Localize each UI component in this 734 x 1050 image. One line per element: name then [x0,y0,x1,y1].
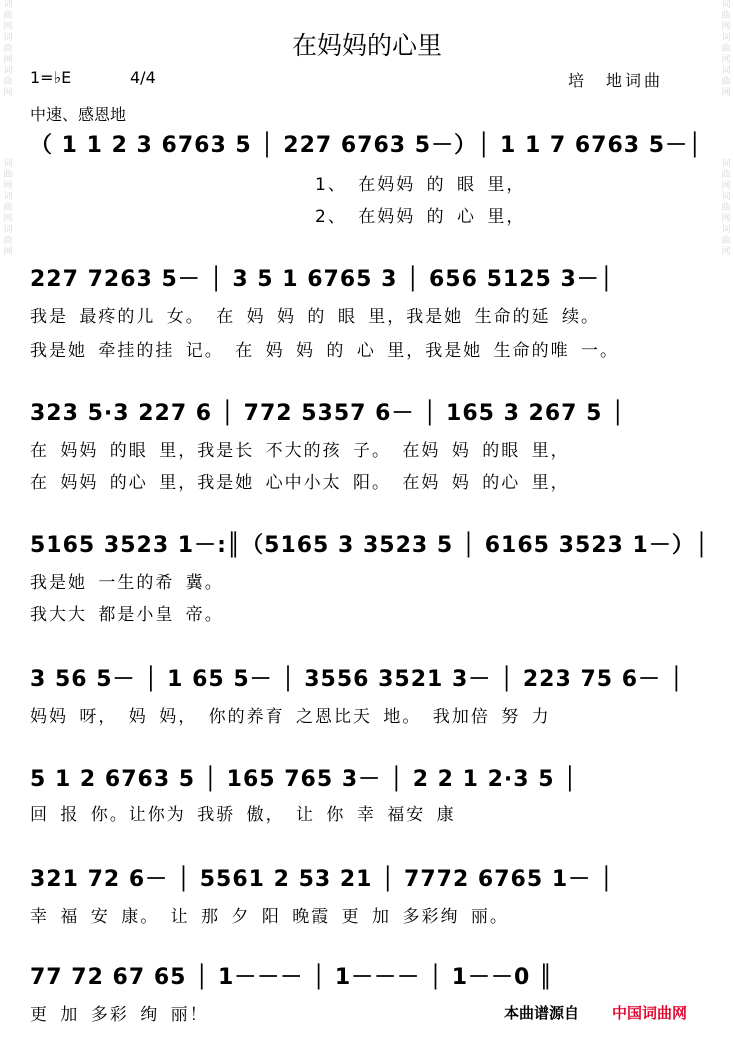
lyric-line-8: 更 加 多彩 绚 丽！ [30,1005,209,1025]
source-site-link[interactable]: 中国词曲网 [612,1004,688,1022]
tempo-marking: 中速、感恩地 [30,105,127,124]
lyric-line-4-verse-1: 我是她 一生的希 冀。 [30,573,224,593]
watermark-right: 词曲网 词曲网 词曲网 词曲网 词曲网 词曲网 [721,0,731,257]
lyric-line-1-verse-1: 1、 在妈妈 的 眼 里， [30,175,526,195]
lyric-line-6: 回 报 你。让你为 我骄 傲， 让 你 幸 福安 康 [30,805,456,825]
lyric-line-3-verse-2: 在 妈妈 的心 里，我是她 心中小太 阳。 在妈 妈 的心 里， [30,473,570,493]
notation-line-4: 5165 3523 1－:║（5165 3 3523 5 │ 6165 3523 1－）│ [30,533,710,558]
notation-line-5: 3 56 5－ │ 1 65 5－ │ 3556 3521 3－ │ 223 75 6－ │ [30,667,684,692]
notation-line-7: 321 72 6－ │ 5561 2 53 21 │ 7772 6765 1－ │ [30,867,615,892]
notation-line-6: 5 1 2 6763 5 │ 165 765 3－ │ 2 2 1 2·3 5 │ [30,767,578,792]
watermark-left: 词曲网 词曲网 词曲网 词曲网 词曲网 词曲网 [3,0,13,257]
credit: 培 地词曲 [568,71,664,90]
notation-line-8: 77 72 67 65 │ 1－－－ │ 1－－－ │ 1－－0 ║ [30,965,554,990]
notation-line-1: （ 1 1 2 3 6763 5 │ 227 6763 5－）│ 1 1 7 6763 5－│ [30,133,703,158]
lyric-line-7: 幸 福 安 康。 让 那 夕 阳 晚霞 更 加 多彩绚 丽。 [30,907,509,927]
song-title: 在妈妈的心里 [291,31,442,60]
lyric-line-4-verse-2: 我大大 都是小皇 帝。 [30,605,224,625]
lyric-line-1-verse-2: 2、 在妈妈 的 心 里， [30,207,526,227]
time-signature: 4/4 [130,68,156,87]
lyric-line-3-verse-1: 在 妈妈 的眼 里，我是长 不大的孩 子。 在妈 妈 的眼 里， [30,441,570,461]
lyric-line-2-verse-1: 我是 最疼的儿 女。 在 妈 妈 的 眼 里，我是她 生命的延 续。 [30,307,601,327]
lyric-line-5: 妈妈 呀， 妈 妈， 你的养育 之恩比天 地。 我加倍 努 力 [30,707,551,727]
source-label: 本曲谱源自 [504,1004,580,1022]
notation-line-3: 323 5·3 227 6 │ 772 5357 6－ │ 165 3 267 5 │ [30,401,626,426]
lyric-line-2-verse-2: 我是她 牵挂的挂 记。 在 妈 妈 的 心 里，我是她 生命的唯 一。 [30,341,620,361]
key-signature: 1=♭E [30,68,72,87]
notation-line-2: 227 7263 5－ │ 3 5 1 6765 3 │ 656 5125 3－│ [30,267,615,292]
